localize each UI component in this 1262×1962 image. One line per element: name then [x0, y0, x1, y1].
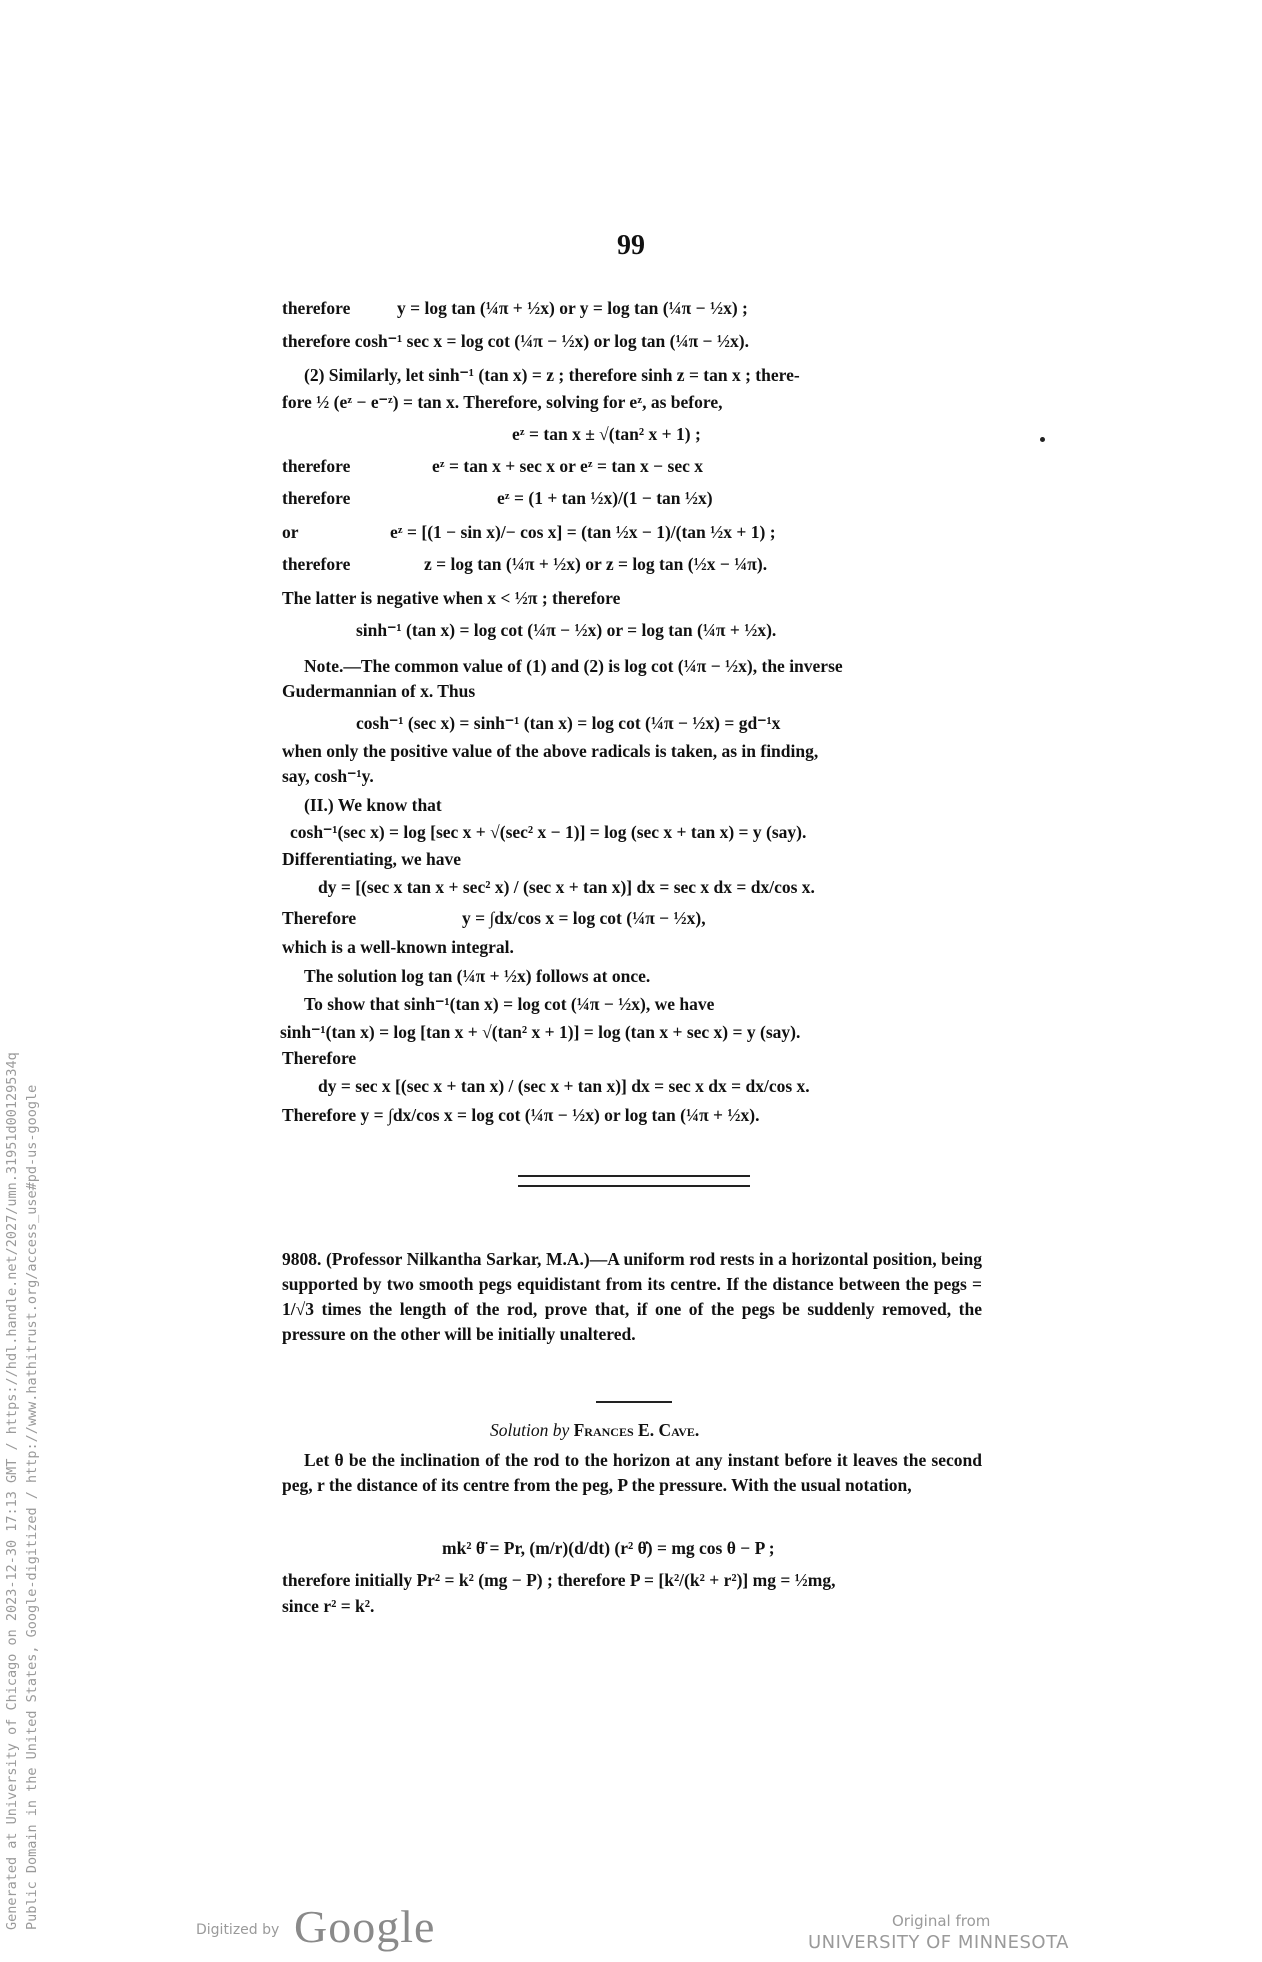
math-line: or eᶻ = [(1 − sin x)/− cos x] = (tan ½x − 1)/(tan ½x + 1) ; — [282, 522, 776, 542]
math-line: eᶻ = tan x ± √(tan² x + 1) ; — [512, 424, 701, 444]
solution-heading: Solution by Frances E. Cave. — [490, 1420, 700, 1440]
math-line: therefore z = log tan (¼π + ½x) or z = log tan (½x − ¼π). — [282, 554, 768, 574]
math-line: Note.—The common value of (1) and (2) is log cot (¼π − ½x), the inverse — [304, 656, 843, 676]
math-line: Therefore — [282, 1048, 357, 1068]
solution-line: therefore initially Pr² = k² (mg − P) ; therefore P = [k²/(k² + r²)] mg = ½mg, — [282, 1570, 836, 1590]
ink-speck — [1040, 437, 1045, 442]
problem-number: 9808. — [282, 1249, 322, 1269]
math-line: fore ½ (eᶻ − e⁻ᶻ) = tan x. Therefore, solving for eᶻ, as before, — [282, 392, 723, 412]
math-line: Gudermannian of x. Thus — [282, 681, 476, 701]
problem-text: —A uniform rod rests in a horizontal position, being supported by two smooth pegs equidistant from its centre. If the distance between the pegs = 1/√3 times the length of the rod, prove that, if one of the pegs be suddenly removed, the pressure on the other will be initially unaltered. — [282, 1249, 983, 1344]
side-stamp: Generated at University of Chicago on 2023-12-30 17:13 GMT / https://hdl.handle.net/2027/umn.31951d00129534q Public Domain in the United States, Google-digitized / http://www.hathitrust.org/access_use#pd-us-google — [4, 1052, 40, 1930]
problem-author: (Professor Nilkantha Sarkar, M.A.) — [325, 1249, 590, 1269]
math-line: Therefore y = ∫dx/cos x = log cot (¼π − ½x) or log tan (¼π + ½x). — [282, 1105, 760, 1125]
page-number: 99 — [617, 230, 645, 261]
institution-label: UNIVERSITY OF MINNESOTA — [808, 1932, 1069, 1953]
math-line: cosh⁻¹ (sec x) = sinh⁻¹ (tan x) = log cot (¼π − ½x) = gd⁻¹x — [356, 713, 781, 733]
math-line: therefore y = log tan (¼π + ½x) or y = log tan (¼π − ½x) ; — [282, 298, 748, 318]
math-line: (2) Similarly, let sinh⁻¹ (tan x) = z ; therefore sinh z = tan x ; there- — [304, 365, 800, 385]
math-line: dy = sec x [(sec x + tan x) / (sec x + tan x)] dx = sec x dx = dx/cos x. — [318, 1076, 810, 1096]
math-line: dy = [(sec x tan x + sec² x) / (sec x + tan x)] dx = sec x dx = dx/cos x. — [318, 877, 815, 897]
math-line: therefore cosh⁻¹ sec x = log cot (¼π − ½x) or log tan (¼π − ½x). — [282, 331, 749, 351]
solution-paragraph: Let θ be the inclination of the rod to the horizon at any instant before it leaves the second peg, r the distance of its centre from the peg, P the pressure. With the usual notation, — [282, 1450, 982, 1495]
google-logo: Google — [294, 1901, 436, 1952]
math-line: when only the positive value of the above radicals is taken, as in finding, — [282, 741, 819, 761]
math-line: (II.) We know that — [304, 795, 442, 815]
solution-divider — [596, 1401, 672, 1403]
solution-equation: mk² θ̈ = Pr, (m/r)(d/dt) (r² θ̇) = mg cos θ − P ; — [442, 1538, 775, 1558]
original-from-label: Original from — [892, 1912, 991, 1930]
math-line: therefore eᶻ = (1 + tan ½x)/(1 − tan ½x) — [282, 488, 713, 508]
math-line: The solution log tan (¼π + ½x) follows at once. — [304, 966, 651, 986]
section-divider — [518, 1175, 750, 1187]
math-line: Differentiating, we have — [282, 849, 462, 869]
math-line: which is a well-known integral. — [282, 937, 514, 957]
math-line: sinh⁻¹(tan x) = log [tan x + √(tan² x + 1)] = log (tan x + sec x) = y (say). — [280, 1022, 801, 1042]
math-line: Therefore y = ∫dx/cos x = log cot (¼π − ½x), — [282, 908, 706, 928]
digitized-by-label: Digitized by — [196, 1922, 280, 1938]
math-line: cosh⁻¹(sec x) = log [sec x + √(sec² x − 1)] = log (sec x + tan x) = y (say). — [290, 822, 807, 842]
math-line: The latter is negative when x < ½π ; therefore — [282, 588, 621, 608]
math-line: say, cosh⁻¹y. — [282, 766, 374, 786]
math-line: To show that sinh⁻¹(tan x) = log cot (¼π − ½x), we have — [304, 994, 715, 1014]
problem-statement — [282, 1247, 982, 1347]
math-line: sinh⁻¹ (tan x) = log cot (¼π − ½x) or = log tan (¼π + ½x). — [356, 620, 777, 640]
math-line: therefore eᶻ = tan x + sec x or eᶻ = tan x − sec x — [282, 456, 703, 476]
solution-line: since r² = k². — [282, 1596, 375, 1616]
